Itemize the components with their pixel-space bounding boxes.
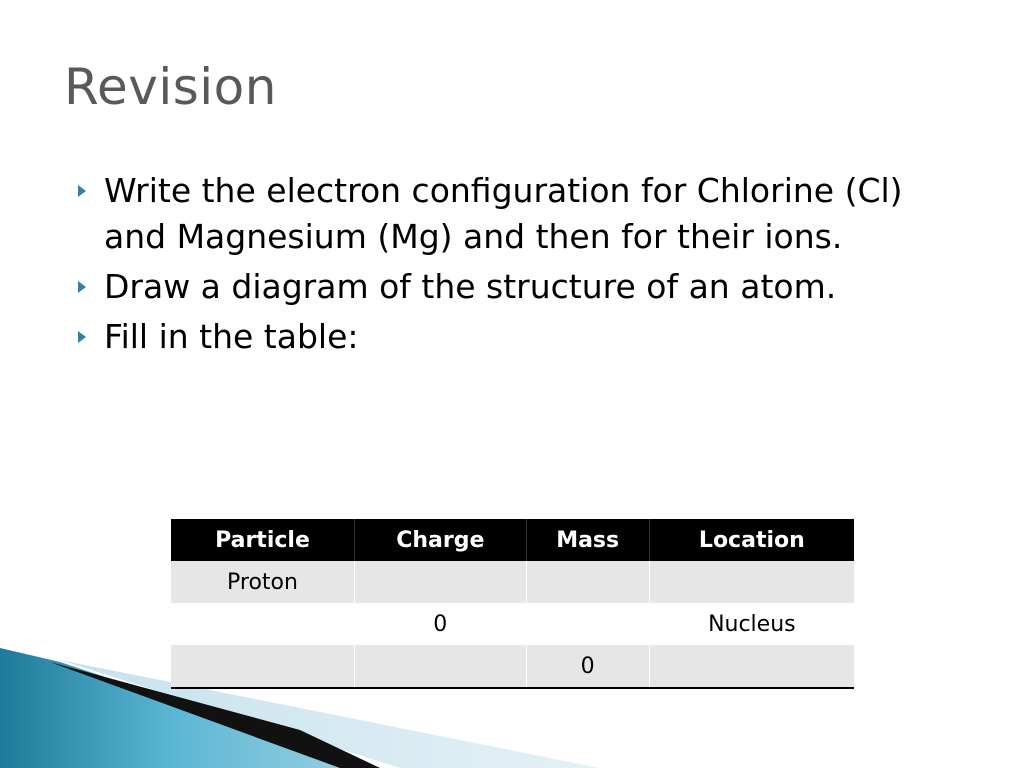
table-row bbox=[171, 645, 854, 688]
table-cell: Nucleus bbox=[649, 603, 854, 645]
table-cell bbox=[171, 645, 354, 688]
table-cell bbox=[526, 561, 649, 603]
header-location: Location bbox=[649, 519, 854, 561]
bullet-list bbox=[76, 168, 956, 364]
header-mass: Mass bbox=[526, 519, 649, 561]
bullet-text: Write the electron configuration for Chlorine (Cl) and Magnesium (Mg) and then for their ions. bbox=[104, 171, 903, 256]
table-row bbox=[171, 603, 854, 645]
particle-table bbox=[171, 519, 854, 689]
table-header-row bbox=[171, 519, 854, 561]
triangle-bullet-icon bbox=[78, 281, 86, 293]
bullet-text: Fill in the table: bbox=[104, 317, 359, 356]
bullet-text: Draw a diagram of the structure of an atom. bbox=[104, 267, 837, 306]
header-particle: Particle bbox=[171, 519, 354, 561]
triangle-bullet-icon bbox=[78, 331, 86, 343]
bullet-item bbox=[76, 264, 956, 310]
triangle-bullet-icon bbox=[78, 185, 86, 197]
bullet-item bbox=[76, 168, 956, 260]
table-cell bbox=[649, 645, 854, 688]
table-cell bbox=[354, 561, 526, 603]
table-cell: 0 bbox=[354, 603, 526, 645]
table-cell: 0 bbox=[526, 645, 649, 688]
table-cell bbox=[649, 561, 854, 603]
table-cell bbox=[171, 603, 354, 645]
slide-title: Revision bbox=[64, 58, 277, 116]
table-cell: Proton bbox=[171, 561, 354, 603]
table-cell bbox=[526, 603, 649, 645]
table-cell bbox=[354, 645, 526, 688]
bullet-item bbox=[76, 314, 956, 360]
header-charge: Charge bbox=[354, 519, 526, 561]
table-row bbox=[171, 561, 854, 603]
